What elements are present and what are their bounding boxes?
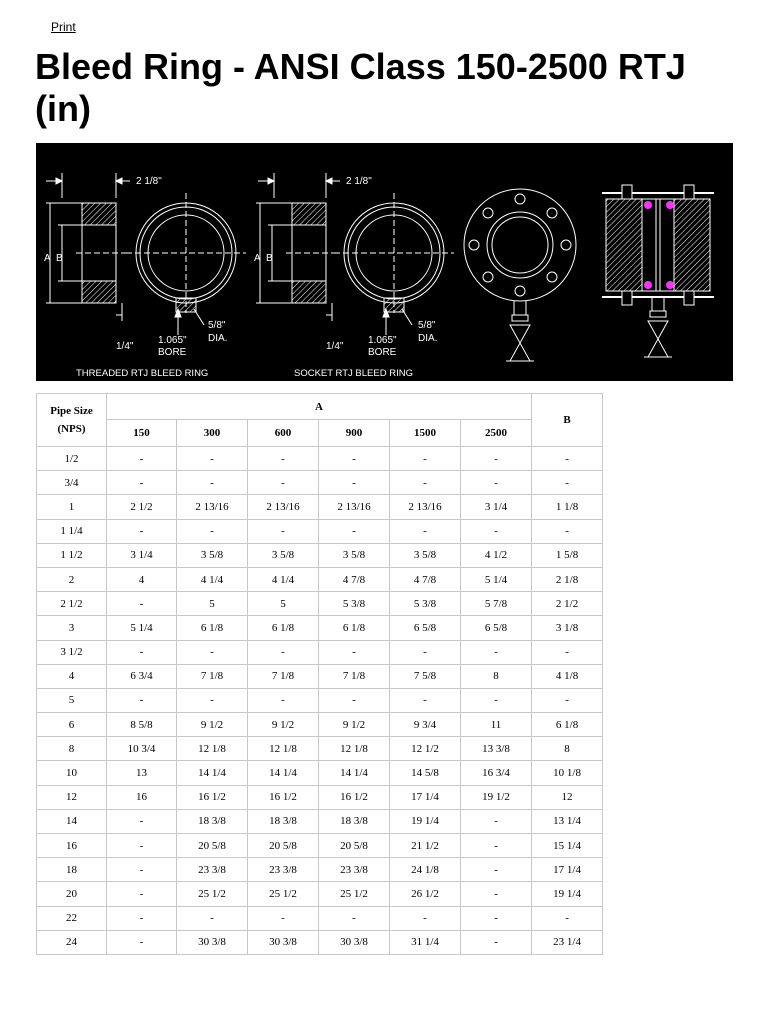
- a-value-cell: 14 5/8: [390, 761, 461, 785]
- a-value-cell: 16 3/4: [461, 761, 532, 785]
- a-value-cell: 3 5/8: [177, 543, 248, 567]
- a-value-cell: 25 1/2: [319, 882, 390, 906]
- a-value-cell: 3 5/8: [390, 543, 461, 567]
- pipe-size-cell: 12: [37, 785, 107, 809]
- nps-label: (NPS): [57, 423, 86, 435]
- table-row: [37, 688, 603, 712]
- table-row: [37, 616, 603, 640]
- a-value-cell: 26 1/2: [390, 882, 461, 906]
- a-value-cell: 13: [107, 761, 177, 785]
- a-value-cell: 30 3/8: [248, 930, 319, 954]
- a-value-cell: -: [319, 519, 390, 543]
- bore-label-socket: BORE: [368, 347, 397, 358]
- table-row: [37, 640, 603, 664]
- a-value-cell: -: [107, 809, 177, 833]
- pipe-size-cell: 3: [37, 616, 107, 640]
- a-value-cell: 16 1/2: [177, 785, 248, 809]
- a-value-cell: -: [390, 519, 461, 543]
- a-value-cell: -: [177, 906, 248, 930]
- table-row: [37, 592, 603, 616]
- a-value-cell: -: [461, 447, 532, 471]
- dia-size-threaded: 5/8": [208, 320, 226, 331]
- class-header-2500: 2500: [461, 420, 532, 447]
- a-value-cell: -: [461, 471, 532, 495]
- a-value-cell: 3 1/4: [461, 495, 532, 519]
- table-row: [37, 906, 603, 930]
- a-header: A: [107, 394, 532, 420]
- table-row: [37, 785, 603, 809]
- b-value-cell: -: [532, 447, 603, 471]
- bore-size-threaded: 1.065": [158, 335, 187, 346]
- pipe-size-cell: 5: [37, 688, 107, 712]
- table-body: [37, 447, 603, 955]
- print-link[interactable]: Print: [51, 20, 76, 34]
- a-value-cell: 9 1/2: [248, 713, 319, 737]
- dia-label-threaded: DIA.: [208, 333, 228, 344]
- b-value-cell: -: [532, 471, 603, 495]
- pipe-size-cell: 3/4: [37, 471, 107, 495]
- a-value-cell: 2 13/16: [319, 495, 390, 519]
- a-value-cell: 5: [248, 592, 319, 616]
- a-value-cell: 6 1/8: [177, 616, 248, 640]
- b-value-cell: 1 5/8: [532, 543, 603, 567]
- a-value-cell: 4 7/8: [390, 567, 461, 591]
- a-value-cell: 16 1/2: [319, 785, 390, 809]
- a-value-cell: -: [319, 688, 390, 712]
- class-header-300: 300: [177, 420, 248, 447]
- label-b-socket: B: [266, 253, 273, 264]
- a-value-cell: 6 3/4: [107, 664, 177, 688]
- pipe-size-cell: 4: [37, 664, 107, 688]
- b-value-cell: 10 1/8: [532, 761, 603, 785]
- a-value-cell: -: [461, 834, 532, 858]
- a-value-cell: -: [177, 688, 248, 712]
- a-value-cell: 20 5/8: [248, 834, 319, 858]
- a-value-cell: 3 1/4: [107, 543, 177, 567]
- b-value-cell: 2 1/8: [532, 567, 603, 591]
- a-value-cell: 2 13/16: [248, 495, 319, 519]
- pipe-size-cell: 14: [37, 809, 107, 833]
- caption-socket: SOCKET RTJ BLEED RING: [294, 368, 413, 379]
- a-value-cell: -: [107, 447, 177, 471]
- pipe-size-label: Pipe Size: [50, 405, 93, 417]
- b-value-cell: 19 1/4: [532, 882, 603, 906]
- b-value-cell: 3 1/8: [532, 616, 603, 640]
- quarter-label-threaded: 1/4": [116, 341, 134, 352]
- b-value-cell: 6 1/8: [532, 713, 603, 737]
- pipe-size-cell: 1/2: [37, 447, 107, 471]
- quarter-label-socket: 1/4": [326, 341, 344, 352]
- bleed-ring-drawing: [36, 143, 733, 381]
- a-value-cell: 23 3/8: [248, 858, 319, 882]
- table-row: [37, 519, 603, 543]
- a-value-cell: 7 5/8: [390, 664, 461, 688]
- pipe-size-cell: 2 1/2: [37, 592, 107, 616]
- table-row: [37, 447, 603, 471]
- a-value-cell: 6 5/8: [461, 616, 532, 640]
- a-value-cell: -: [177, 519, 248, 543]
- threaded-ring-figure: [46, 173, 246, 335]
- a-value-cell: 8 5/8: [107, 713, 177, 737]
- a-value-cell: -: [319, 906, 390, 930]
- dimensions-table: [36, 393, 603, 955]
- a-value-cell: 19 1/2: [461, 785, 532, 809]
- class-header-600: 600: [248, 420, 319, 447]
- a-value-cell: -: [390, 447, 461, 471]
- b-value-cell: 13 1/4: [532, 809, 603, 833]
- b-value-cell: 2 1/2: [532, 592, 603, 616]
- a-value-cell: 23 3/8: [177, 858, 248, 882]
- pipe-size-cell: 18: [37, 858, 107, 882]
- pipe-size-cell: 1: [37, 495, 107, 519]
- dim-label-threaded: 2 1/8": [136, 176, 162, 187]
- a-value-cell: 7 1/8: [319, 664, 390, 688]
- a-value-cell: 31 1/4: [390, 930, 461, 954]
- a-value-cell: 4 1/2: [461, 543, 532, 567]
- a-value-cell: 18 3/8: [248, 809, 319, 833]
- a-value-cell: -: [461, 640, 532, 664]
- a-value-cell: -: [461, 930, 532, 954]
- a-value-cell: -: [107, 858, 177, 882]
- a-value-cell: -: [390, 640, 461, 664]
- table-row: [37, 858, 603, 882]
- a-value-cell: -: [107, 906, 177, 930]
- a-value-cell: -: [107, 471, 177, 495]
- table-row: [37, 664, 603, 688]
- b-value-cell: 12: [532, 785, 603, 809]
- a-value-cell: 7 1/8: [177, 664, 248, 688]
- a-value-cell: -: [107, 834, 177, 858]
- a-value-cell: 6 1/8: [319, 616, 390, 640]
- a-value-cell: -: [248, 906, 319, 930]
- pipe-size-cell: 6: [37, 713, 107, 737]
- a-value-cell: -: [319, 471, 390, 495]
- a-value-cell: 5 3/8: [319, 592, 390, 616]
- a-value-cell: -: [461, 809, 532, 833]
- b-value-cell: 17 1/4: [532, 858, 603, 882]
- a-value-cell: 9 1/2: [177, 713, 248, 737]
- a-value-cell: -: [319, 447, 390, 471]
- table-row: [37, 713, 603, 737]
- b-value-cell: 1 1/8: [532, 495, 603, 519]
- a-value-cell: -: [107, 688, 177, 712]
- label-a-socket: A: [254, 253, 261, 264]
- a-value-cell: 3 5/8: [248, 543, 319, 567]
- pipe-size-cell: 20: [37, 882, 107, 906]
- a-value-cell: -: [107, 930, 177, 954]
- a-value-cell: 12 1/8: [319, 737, 390, 761]
- dia-size-socket: 5/8": [418, 320, 436, 331]
- a-value-cell: -: [107, 640, 177, 664]
- a-value-cell: 14 1/4: [177, 761, 248, 785]
- label-a-threaded: A: [44, 253, 51, 264]
- a-value-cell: -: [177, 640, 248, 664]
- a-value-cell: 4 1/4: [177, 567, 248, 591]
- a-value-cell: -: [461, 688, 532, 712]
- dia-label-socket: DIA.: [418, 333, 438, 344]
- b-header: B: [532, 394, 603, 447]
- a-value-cell: -: [390, 471, 461, 495]
- a-value-cell: 13 3/8: [461, 737, 532, 761]
- pipe-size-cell: 22: [37, 906, 107, 930]
- caption-threaded: THREADED RTJ BLEED RING: [76, 368, 209, 379]
- a-value-cell: -: [319, 640, 390, 664]
- a-value-cell: -: [107, 882, 177, 906]
- pipe-size-cell: 2: [37, 567, 107, 591]
- table-row: [37, 882, 603, 906]
- a-value-cell: 18 3/8: [177, 809, 248, 833]
- a-value-cell: 18 3/8: [319, 809, 390, 833]
- a-value-cell: -: [461, 519, 532, 543]
- a-value-cell: -: [248, 640, 319, 664]
- class-header-900: 900: [319, 420, 390, 447]
- a-value-cell: -: [248, 471, 319, 495]
- a-value-cell: 6 1/8: [248, 616, 319, 640]
- pipe-size-cell: 1 1/4: [37, 519, 107, 543]
- a-value-cell: 23 3/8: [319, 858, 390, 882]
- a-value-cell: -: [390, 906, 461, 930]
- pipe-size-cell: 3 1/2: [37, 640, 107, 664]
- a-value-cell: -: [177, 471, 248, 495]
- class-header-150: 150: [107, 420, 177, 447]
- page-title: Bleed Ring - ANSI Class 150-2500 RTJ (in): [35, 46, 686, 129]
- a-value-cell: 5 3/8: [390, 592, 461, 616]
- a-value-cell: 21 1/2: [390, 834, 461, 858]
- b-value-cell: 4 1/8: [532, 664, 603, 688]
- pipe-size-header: [37, 394, 107, 447]
- a-value-cell: 9 1/2: [319, 713, 390, 737]
- a-value-cell: -: [390, 688, 461, 712]
- a-value-cell: 25 1/2: [177, 882, 248, 906]
- table-row: [37, 809, 603, 833]
- a-value-cell: 2 13/16: [390, 495, 461, 519]
- a-value-cell: 25 1/2: [248, 882, 319, 906]
- a-value-cell: 19 1/4: [390, 809, 461, 833]
- b-value-cell: -: [532, 519, 603, 543]
- a-value-cell: 2 1/2: [107, 495, 177, 519]
- table-row: [37, 834, 603, 858]
- b-value-cell: -: [532, 906, 603, 930]
- a-value-cell: -: [461, 882, 532, 906]
- b-value-cell: -: [532, 640, 603, 664]
- a-value-cell: 20 5/8: [319, 834, 390, 858]
- table-row: [37, 567, 603, 591]
- a-value-cell: 10 3/4: [107, 737, 177, 761]
- dim-label-socket: 2 1/8": [346, 176, 372, 187]
- table-row: [37, 495, 603, 519]
- a-value-cell: 5 1/4: [107, 616, 177, 640]
- a-value-cell: 8: [461, 664, 532, 688]
- label-b-threaded: B: [56, 253, 63, 264]
- class-header-row: [37, 420, 603, 447]
- pipe-size-cell: 1 1/2: [37, 543, 107, 567]
- a-value-cell: 12 1/2: [390, 737, 461, 761]
- table-row: [37, 761, 603, 785]
- socket-ring-figure: [256, 173, 454, 335]
- a-value-cell: -: [248, 688, 319, 712]
- b-value-cell: 23 1/4: [532, 930, 603, 954]
- bore-size-socket: 1.065": [368, 335, 397, 346]
- a-value-cell: 5 1/4: [461, 567, 532, 591]
- a-value-cell: -: [248, 447, 319, 471]
- b-value-cell: 8: [532, 737, 603, 761]
- b-value-cell: 15 1/4: [532, 834, 603, 858]
- b-value-cell: -: [532, 688, 603, 712]
- a-value-cell: 6 5/8: [390, 616, 461, 640]
- bore-label-threaded: BORE: [158, 347, 187, 358]
- pipe-size-cell: 8: [37, 737, 107, 761]
- a-value-cell: -: [461, 906, 532, 930]
- a-value-cell: 5 7/8: [461, 592, 532, 616]
- flange-front-figure: [464, 189, 576, 361]
- pipe-size-cell: 10: [37, 761, 107, 785]
- a-value-cell: 16 1/2: [248, 785, 319, 809]
- a-value-cell: 11: [461, 713, 532, 737]
- pipe-size-cell: 16: [37, 834, 107, 858]
- a-value-cell: 14 1/4: [319, 761, 390, 785]
- assembly-side-figure: [602, 185, 714, 357]
- a-value-cell: 4 1/4: [248, 567, 319, 591]
- a-value-cell: 7 1/8: [248, 664, 319, 688]
- table-row: [37, 471, 603, 495]
- class-header-1500: 1500: [390, 420, 461, 447]
- a-value-cell: 12 1/8: [177, 737, 248, 761]
- a-value-cell: 20 5/8: [177, 834, 248, 858]
- a-value-cell: -: [107, 519, 177, 543]
- a-value-cell: 4: [107, 567, 177, 591]
- a-value-cell: -: [461, 858, 532, 882]
- a-value-cell: 12 1/8: [248, 737, 319, 761]
- table-row: [37, 930, 603, 954]
- a-value-cell: 4 7/8: [319, 567, 390, 591]
- table-row: [37, 737, 603, 761]
- a-value-cell: 16: [107, 785, 177, 809]
- a-value-cell: -: [248, 519, 319, 543]
- a-value-cell: 5: [177, 592, 248, 616]
- a-value-cell: 2 13/16: [177, 495, 248, 519]
- a-value-cell: -: [107, 592, 177, 616]
- a-value-cell: 30 3/8: [319, 930, 390, 954]
- a-value-cell: 14 1/4: [248, 761, 319, 785]
- table-row: [37, 543, 603, 567]
- a-value-cell: 9 3/4: [390, 713, 461, 737]
- a-value-cell: -: [177, 447, 248, 471]
- pipe-size-cell: 24: [37, 930, 107, 954]
- a-value-cell: 17 1/4: [390, 785, 461, 809]
- a-value-cell: 30 3/8: [177, 930, 248, 954]
- a-value-cell: 3 5/8: [319, 543, 390, 567]
- a-value-cell: 24 1/8: [390, 858, 461, 882]
